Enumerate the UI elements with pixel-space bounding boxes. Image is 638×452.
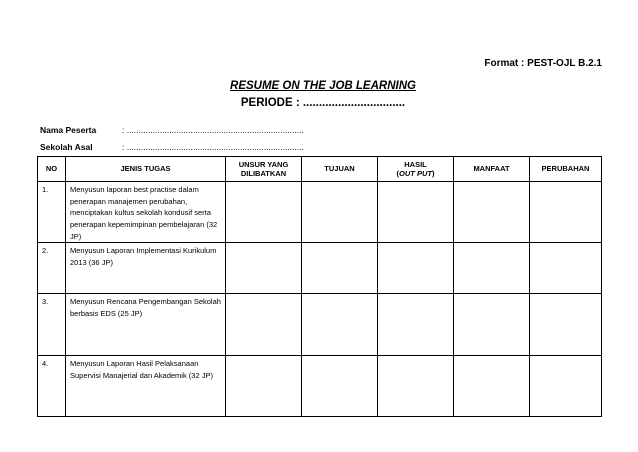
cell-tujuan[interactable]: [302, 182, 378, 243]
col-header-tujuan: TUJUAN: [302, 157, 378, 182]
table-row: [38, 294, 602, 356]
table-row: [38, 182, 602, 243]
cell-perubahan[interactable]: [530, 243, 602, 294]
col-header-hasil: [378, 157, 454, 182]
sekolah-asal-field[interactable]: : ...........................................................................: [122, 142, 304, 152]
col-header-perubahan: PERUBAHAN: [530, 157, 602, 182]
cell-perubahan[interactable]: [530, 182, 602, 243]
col-header-unsur-line1: UNSUR YANG: [238, 159, 289, 169]
row-number: 3.: [38, 294, 66, 356]
row-number: 4.: [38, 356, 66, 417]
cell-hasil[interactable]: [378, 356, 454, 417]
cell-unsur[interactable]: [226, 356, 302, 417]
cell-perubahan[interactable]: [530, 294, 602, 356]
cell-unsur[interactable]: [226, 294, 302, 356]
cell-tujuan[interactable]: [302, 243, 378, 294]
cell-unsur[interactable]: [226, 182, 302, 243]
cell-hasil[interactable]: [378, 294, 454, 356]
col-header-no: NO: [38, 157, 66, 182]
sekolah-asal-label: Sekolah Asal: [40, 142, 93, 152]
nama-peserta-field[interactable]: : ...........................................................................: [122, 125, 304, 135]
cell-hasil[interactable]: [378, 182, 454, 243]
cell-tujuan[interactable]: [302, 356, 378, 417]
document-title: RESUME ON THE JOB LEARNING: [230, 80, 416, 92]
resume-table: [37, 156, 602, 417]
task-description: Menyusun Laporan Implementasi Kurikulum 2013 (36 JP): [66, 243, 226, 294]
sekolah-asal-row: [40, 142, 304, 152]
cell-manfaat[interactable]: [454, 243, 530, 294]
table-row: [38, 356, 602, 417]
cell-tujuan[interactable]: [302, 294, 378, 356]
col-header-hasil-line2: (OUT PUT): [396, 169, 435, 178]
task-description: Menyusun laporan best practise dalam penerapan manajemen perubahan, menciptakan kultus sekolah kondusif serta penerapan kepemimpinan pembelajaran (32 JP): [66, 182, 226, 243]
col-header-unsur: [226, 157, 302, 182]
col-header-hasil-line1: HASIL: [404, 159, 427, 169]
row-number: 2.: [38, 243, 66, 294]
cell-manfaat[interactable]: [454, 182, 530, 243]
nama-peserta-row: [40, 125, 304, 135]
task-description: Menyusun Rencana Pengembangan Sekolah berbasis EDS (25 JP): [66, 294, 226, 356]
col-header-manfaat: MANFAAT: [454, 157, 530, 182]
cell-perubahan[interactable]: [530, 356, 602, 417]
nama-peserta-label: Nama Peserta: [40, 125, 97, 135]
format-code: Format : PEST-OJL B.2.1: [484, 58, 602, 69]
col-header-jenis-tugas: JENIS TUGAS: [66, 157, 226, 182]
cell-manfaat[interactable]: [454, 356, 530, 417]
cell-manfaat[interactable]: [454, 294, 530, 356]
table-header-row: [38, 157, 602, 182]
col-header-unsur-line2: DILIBATKAN: [240, 169, 287, 178]
periode-line: PERIODE : ................................: [240, 97, 406, 109]
row-number: 1.: [38, 182, 66, 243]
task-description: Menyusun Laporan Hasil Pelaksanaan Supervisi Manajerial dan Akademik (32 JP): [66, 356, 226, 417]
table-row: [38, 243, 602, 294]
cell-unsur[interactable]: [226, 243, 302, 294]
col-header-out-put: OUT PUT: [399, 169, 432, 178]
cell-hasil[interactable]: [378, 243, 454, 294]
